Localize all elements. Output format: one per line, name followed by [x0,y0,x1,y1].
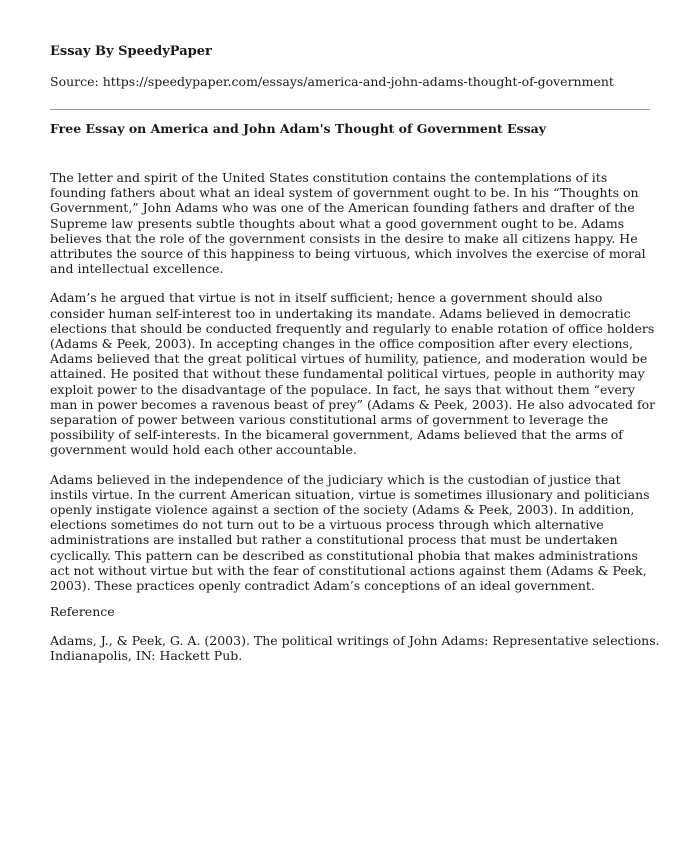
reference-entry: Adams, J., & Peek, G. A. (2003). The political writings of John Adams: Representative selections. Indianapolis, IN: Hackett Pub. [50,633,660,664]
essay-title: Free Essay on America and John Adam's Thought of Government Essay [50,121,547,136]
header-divider [50,109,650,110]
essay-paragraph-2: Adam’s he argued that virtue is not in itself sufficient; hence a government should also consider human self-interest too in undertaking its mandate. Adams believed in democratic elections that should be conducted frequently and regularly to enable rotation of office holders (Adams & Peek, 2003). In accepting changes in the office composition after every elections, Adams believed that the great political virtues of humility, patience, and moderation would be attained. He posited that without these fundamental political virtues, people in authority may exploit power to the disadvantage of the populace. In fact, he says that without them “every man in power becomes a ravenous beast of prey” (Adams & Peek, 2003). He also advocated for separation of power between various constitutional arms of government to leverage the possibility of self-interests. In the bicameral government, Adams believed that the arms of government would hold each other accountable. [50,290,656,458]
essay-paragraph-3: Adams believed in the independence of the judiciary which is the custodian of justice that instils virtue. In the current American situation, virtue is sometimes illusionary and politicians openly instigate violence against a section of the society (Adams & Peek, 2003). In addition, elections sometimes do not turn out to be a virtuous process through which alternative administrations are installed but rather a constitutional process that must be undertaken cyclically. This pattern can be described as constitutional phobia that makes administrations act not without virtue but with the fear of constitutional actions against them (Adams & Peek, 2003). These practices openly contradict Adam’s conceptions of an ideal government. [50,471,650,594]
reference-heading: Reference [50,604,115,619]
document-header-title: Essay By SpeedyPaper [50,44,212,59]
essay-body [50,170,660,607]
essay-paragraph-1: The letter and spirit of the United States constitution contains the contemplations of its founding fathers about what an ideal system of government ought to be. In his “Thoughts on Government,” John Adams who was one of the American founding fathers and drafter of the Supreme law presents subtle thoughts about what a good government ought to be. Adams believes that the role of the government consists in the desire to make all citizens happy. He attributes the source of this happiness to being virtuous, which involves the exercise of moral and intellectual excellence. [50,170,646,277]
source-line: Source: https://speedypaper.com/essays/america-and-john-adams-thought-of-government [50,74,614,89]
